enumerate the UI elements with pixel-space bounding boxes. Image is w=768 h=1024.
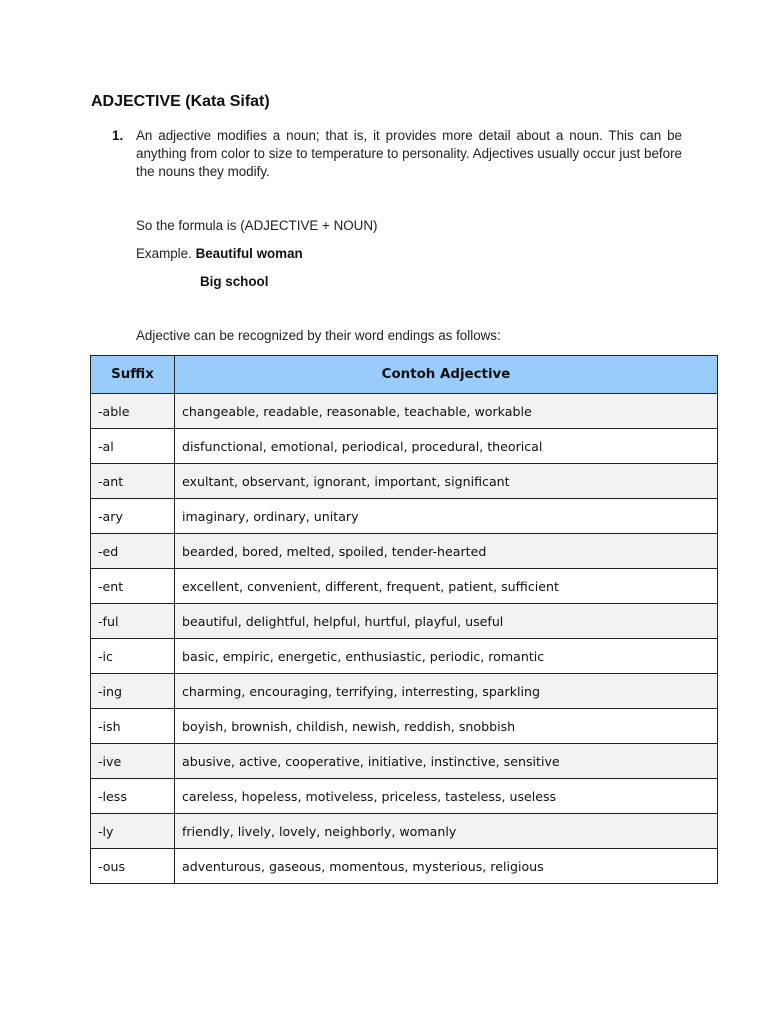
table-row xyxy=(91,639,718,674)
suffix-table xyxy=(90,355,718,884)
examples-cell: beautiful, delightful, helpful, hurtful, playful, useful xyxy=(175,604,718,639)
examples-cell: bearded, bored, melted, spoiled, tender-hearted xyxy=(175,534,718,569)
suffix-cell: -ic xyxy=(91,639,175,674)
table-row xyxy=(91,464,718,499)
suffix-cell: -ant xyxy=(91,464,175,499)
table-row xyxy=(91,709,718,744)
suffix-cell: -ent xyxy=(91,569,175,604)
table-row xyxy=(91,534,718,569)
suffix-cell: -able xyxy=(91,394,175,429)
header-examples: Contoh Adjective xyxy=(175,356,718,394)
example-line xyxy=(136,245,303,263)
examples-cell: disfunctional, emotional, periodical, procedural, theorical xyxy=(175,429,718,464)
examples-cell: exultant, observant, ignorant, important, significant xyxy=(175,464,718,499)
examples-cell: basic, empiric, energetic, enthusiastic, periodic, romantic xyxy=(175,639,718,674)
examples-cell: abusive, active, cooperative, initiative, instinctive, sensitive xyxy=(175,744,718,779)
formula-text: So the formula is (ADJECTIVE + NOUN) xyxy=(136,218,378,233)
suffix-cell: -ive xyxy=(91,744,175,779)
table-row xyxy=(91,814,718,849)
table-row xyxy=(91,849,718,884)
table-intro: Adjective can be recognized by their word endings as follows: xyxy=(136,328,501,343)
list-number: 1. xyxy=(112,128,124,143)
example-2: Big school xyxy=(200,274,269,289)
suffix-cell: -ed xyxy=(91,534,175,569)
table-row xyxy=(91,569,718,604)
suffix-cell: -less xyxy=(91,779,175,814)
table-row xyxy=(91,604,718,639)
page-title: ADJECTIVE (Kata Sifat) xyxy=(91,93,270,110)
suffix-cell: -ary xyxy=(91,499,175,534)
examples-cell: adventurous, gaseous, momentous, mysterious, religious xyxy=(175,849,718,884)
suffix-cell: -al xyxy=(91,429,175,464)
header-suffix: Suffix xyxy=(91,356,175,394)
examples-cell: excellent, convenient, different, frequent, patient, sufficient xyxy=(175,569,718,604)
example-label: Example. xyxy=(136,246,192,261)
suffix-cell: -ful xyxy=(91,604,175,639)
table-row xyxy=(91,674,718,709)
suffix-cell: -ous xyxy=(91,849,175,884)
table-row xyxy=(91,499,718,534)
example-1: Beautiful woman xyxy=(195,246,303,261)
examples-cell: charming, encouraging, terrifying, interresting, sparkling xyxy=(175,674,718,709)
suffix-cell: -ly xyxy=(91,814,175,849)
examples-cell: careless, hopeless, motiveless, priceless, tasteless, useless xyxy=(175,779,718,814)
suffix-cell: -ing xyxy=(91,674,175,709)
table-row xyxy=(91,744,718,779)
table-row xyxy=(91,779,718,814)
examples-cell: changeable, readable, reasonable, teachable, workable xyxy=(175,394,718,429)
examples-cell: friendly, lively, lovely, neighborly, womanly xyxy=(175,814,718,849)
definition-paragraph: An adjective modifies a noun; that is, it provides more detail about a noun. This can be anything from color to size to temperature to personality. Adjectives usually occur just before the nouns they modify. xyxy=(136,128,682,179)
table-row xyxy=(91,429,718,464)
examples-cell: imaginary, ordinary, unitary xyxy=(175,499,718,534)
table-header-row xyxy=(91,356,718,394)
list-item xyxy=(112,127,682,181)
suffix-cell: -ish xyxy=(91,709,175,744)
examples-cell: boyish, brownish, childish, newish, reddish, snobbish xyxy=(175,709,718,744)
table-row xyxy=(91,394,718,429)
